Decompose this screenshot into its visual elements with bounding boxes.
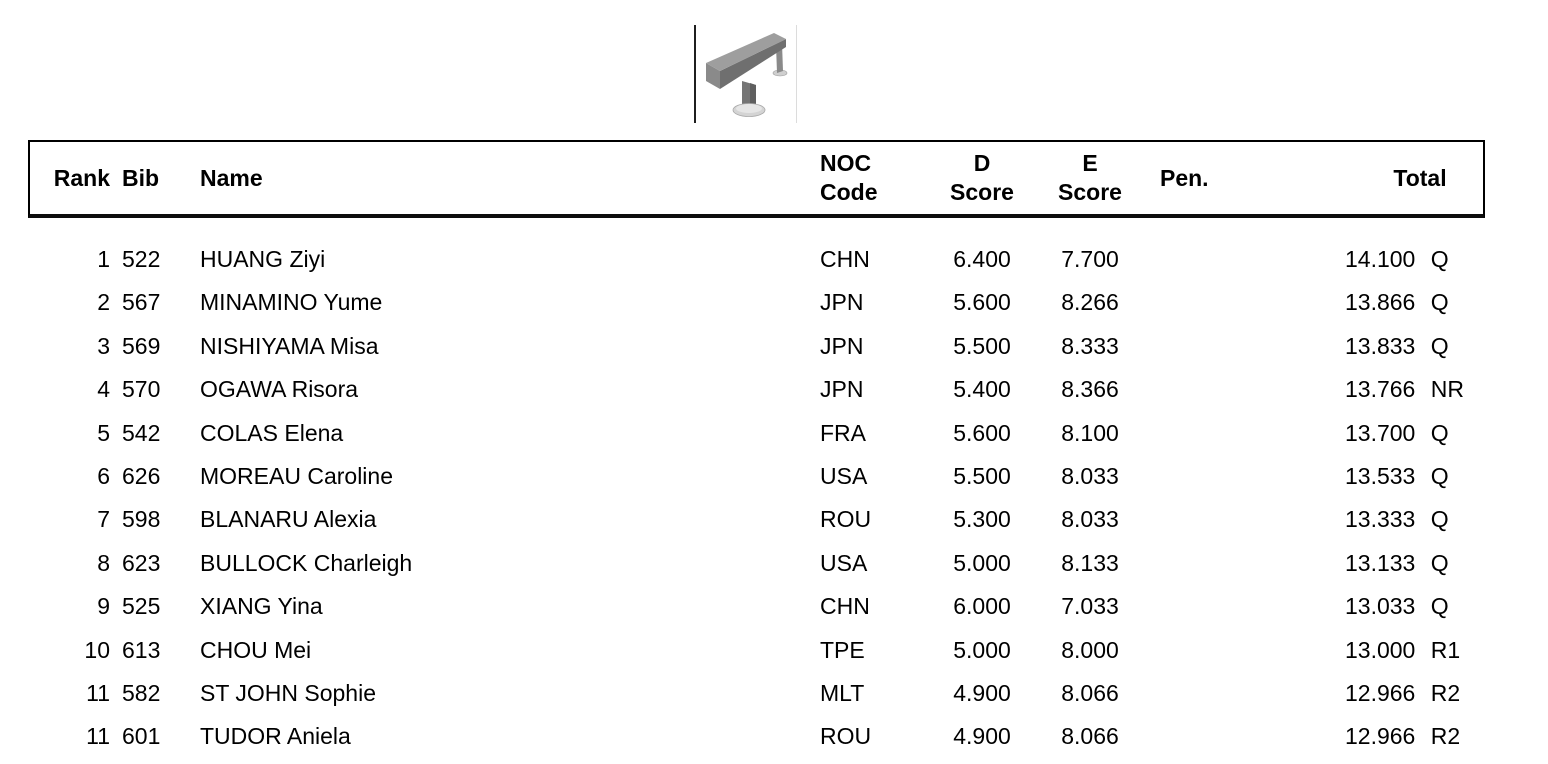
pen-cell [1160, 281, 1250, 324]
noc-cell: ROU [820, 723, 872, 750]
total-value: 14.100 [1345, 246, 1416, 272]
e-score-cell: 8.266 [1061, 289, 1119, 316]
rank-cell: 1 [97, 246, 110, 272]
d-score-cell: 5.300 [953, 506, 1011, 533]
table-row [28, 498, 1485, 541]
rank-cell: 7 [97, 506, 110, 533]
d-score-cell: 5.400 [953, 376, 1011, 403]
total-cell [1345, 672, 1515, 715]
noc-cell: FRA [820, 419, 866, 446]
e-score-cell: 8.033 [1061, 462, 1119, 489]
pen-cell [1160, 715, 1250, 758]
table-row [28, 412, 1485, 455]
e-score-cell: 8.366 [1061, 376, 1119, 403]
name-cell: BLANARU Alexia [200, 506, 377, 533]
pen-cell [1160, 585, 1250, 628]
header-d-score [922, 142, 1042, 214]
noc-cell: JPN [820, 332, 864, 359]
total-cell [1345, 498, 1515, 541]
qualification-mark: Q [1430, 462, 1449, 489]
bib-cell: 569 [122, 332, 161, 359]
qualification-mark: Q [1430, 332, 1449, 359]
qualification-mark: Q [1430, 506, 1449, 533]
e-score-cell: 8.100 [1061, 419, 1119, 446]
noc-cell: ROU [820, 506, 872, 533]
qualification-mark: Q [1430, 549, 1449, 576]
header-pen: Pen. [1160, 165, 1209, 191]
e-score-cell: 7.700 [1061, 246, 1119, 272]
header-bib: Bib [122, 165, 160, 191]
rank-cell: 10 [84, 636, 110, 663]
bib-cell: 623 [122, 549, 161, 576]
header-d-line1: D [973, 150, 991, 176]
total-cell [1345, 585, 1515, 628]
qualification-mark: Q [1430, 593, 1449, 620]
table-row [28, 715, 1485, 758]
name-cell: COLAS Elena [200, 419, 344, 446]
bib-cell: 542 [122, 419, 161, 446]
total-value: 13.700 [1345, 419, 1416, 446]
d-score-cell: 5.600 [953, 289, 1011, 316]
e-score-cell: 8.000 [1061, 636, 1119, 663]
table-row [28, 672, 1485, 715]
bib-cell: 613 [122, 636, 161, 663]
pen-cell [1160, 629, 1250, 672]
total-value: 13.533 [1345, 462, 1416, 489]
header-rank: Rank [53, 165, 110, 191]
header-noc-line2: Code [820, 179, 878, 205]
name-cell: ST JOHN Sophie [200, 679, 376, 706]
table-row [28, 281, 1485, 324]
header-noc-code [820, 142, 930, 214]
name-cell: NISHIYAMA Misa [200, 332, 379, 359]
table-row [28, 629, 1485, 672]
total-value: 13.033 [1345, 593, 1416, 620]
pen-cell [1160, 455, 1250, 498]
d-score-cell: 4.900 [953, 723, 1011, 750]
qualification-mark: R2 [1430, 723, 1461, 750]
name-cell: HUANG Ziyi [200, 246, 326, 272]
table-row [28, 368, 1485, 411]
rank-cell: 8 [97, 549, 110, 576]
d-score-cell: 5.600 [953, 419, 1011, 446]
header-e-line2: Score [1058, 179, 1122, 205]
header-noc-line1: NOC [820, 150, 872, 176]
d-score-cell: 6.000 [953, 593, 1011, 620]
balance-beam-icon [694, 25, 797, 123]
noc-cell: JPN [820, 289, 864, 316]
qualification-mark: Q [1430, 419, 1449, 446]
name-cell: MINAMINO Yume [200, 289, 383, 316]
bib-cell: 522 [122, 246, 161, 272]
bib-cell: 525 [122, 593, 161, 620]
results-table [28, 140, 1485, 759]
header-name: Name [200, 165, 263, 191]
pen-cell [1160, 498, 1250, 541]
d-score-cell: 5.000 [953, 636, 1011, 663]
d-score-cell: 4.900 [953, 679, 1011, 706]
rank-cell: 9 [97, 593, 110, 620]
total-cell [1345, 455, 1515, 498]
total-cell [1345, 281, 1515, 324]
bib-cell: 570 [122, 376, 161, 403]
table-row [28, 585, 1485, 628]
rank-cell: 2 [97, 289, 110, 316]
table-body [28, 218, 1485, 759]
pen-cell [1160, 672, 1250, 715]
qualification-mark: Q [1430, 246, 1449, 272]
pen-cell [1160, 325, 1250, 368]
rank-cell: 4 [97, 376, 110, 403]
total-value: 13.766 [1345, 376, 1416, 403]
noc-cell: USA [820, 549, 868, 576]
d-score-cell: 6.400 [953, 246, 1011, 272]
pen-cell [1160, 542, 1250, 585]
total-value: 12.966 [1345, 679, 1416, 706]
total-value: 12.966 [1345, 723, 1416, 750]
noc-cell: CHN [820, 593, 870, 620]
header-total: Total [1393, 165, 1447, 191]
rank-cell: 11 [86, 723, 110, 750]
noc-cell: USA [820, 462, 868, 489]
table-row [28, 238, 1485, 281]
total-cell [1345, 629, 1515, 672]
bib-cell: 582 [122, 679, 161, 706]
total-value: 13.000 [1345, 636, 1416, 663]
total-cell [1345, 715, 1515, 758]
total-cell [1345, 542, 1515, 585]
total-cell [1345, 368, 1515, 411]
name-cell: TUDOR Aniela [200, 723, 351, 750]
bib-cell: 567 [122, 289, 161, 316]
table-row [28, 325, 1485, 368]
balance-beam-graphic [696, 25, 796, 123]
total-value: 13.133 [1345, 549, 1416, 576]
noc-cell: TPE [820, 636, 865, 663]
header-d-line2: Score [950, 179, 1014, 205]
total-value: 13.866 [1345, 289, 1416, 316]
total-value: 13.833 [1345, 332, 1416, 359]
e-score-cell: 8.066 [1061, 679, 1119, 706]
d-score-cell: 5.500 [953, 462, 1011, 489]
e-score-cell: 8.333 [1061, 332, 1119, 359]
bib-cell: 598 [122, 506, 161, 533]
bib-cell: 626 [122, 462, 161, 489]
table-row [28, 455, 1485, 498]
header-e-line1: E [1082, 150, 1098, 176]
e-score-cell: 8.033 [1061, 506, 1119, 533]
d-score-cell: 5.500 [953, 332, 1011, 359]
pen-cell [1160, 238, 1250, 281]
rank-cell: 5 [97, 419, 110, 446]
bib-cell: 601 [122, 723, 161, 750]
total-value: 13.333 [1345, 506, 1416, 533]
header-e-score [1030, 142, 1150, 214]
qualification-mark: R2 [1430, 679, 1461, 706]
e-score-cell: 8.066 [1061, 723, 1119, 750]
rank-cell: 3 [97, 332, 110, 359]
total-cell [1345, 412, 1515, 455]
e-score-cell: 8.133 [1061, 549, 1119, 576]
d-score-cell: 5.000 [953, 549, 1011, 576]
name-cell: BULLOCK Charleigh [200, 549, 413, 576]
table-header-row [28, 140, 1485, 218]
name-cell: XIANG Yina [200, 593, 323, 620]
noc-cell: CHN [820, 246, 870, 272]
noc-cell: MLT [820, 679, 865, 706]
e-score-cell: 7.033 [1061, 593, 1119, 620]
pen-cell [1160, 412, 1250, 455]
pen-cell [1160, 368, 1250, 411]
rank-cell: 11 [86, 679, 110, 706]
qualification-mark: R1 [1430, 636, 1461, 663]
rank-cell: 6 [97, 462, 110, 489]
table-row [28, 542, 1485, 585]
name-cell: MOREAU Caroline [200, 462, 393, 489]
total-cell [1345, 238, 1515, 281]
name-cell: OGAWA Risora [200, 376, 359, 403]
noc-cell: JPN [820, 376, 864, 403]
name-cell: CHOU Mei [200, 636, 312, 663]
qualification-mark: NR [1430, 376, 1464, 403]
total-cell [1345, 325, 1515, 368]
qualification-mark: Q [1430, 289, 1449, 316]
